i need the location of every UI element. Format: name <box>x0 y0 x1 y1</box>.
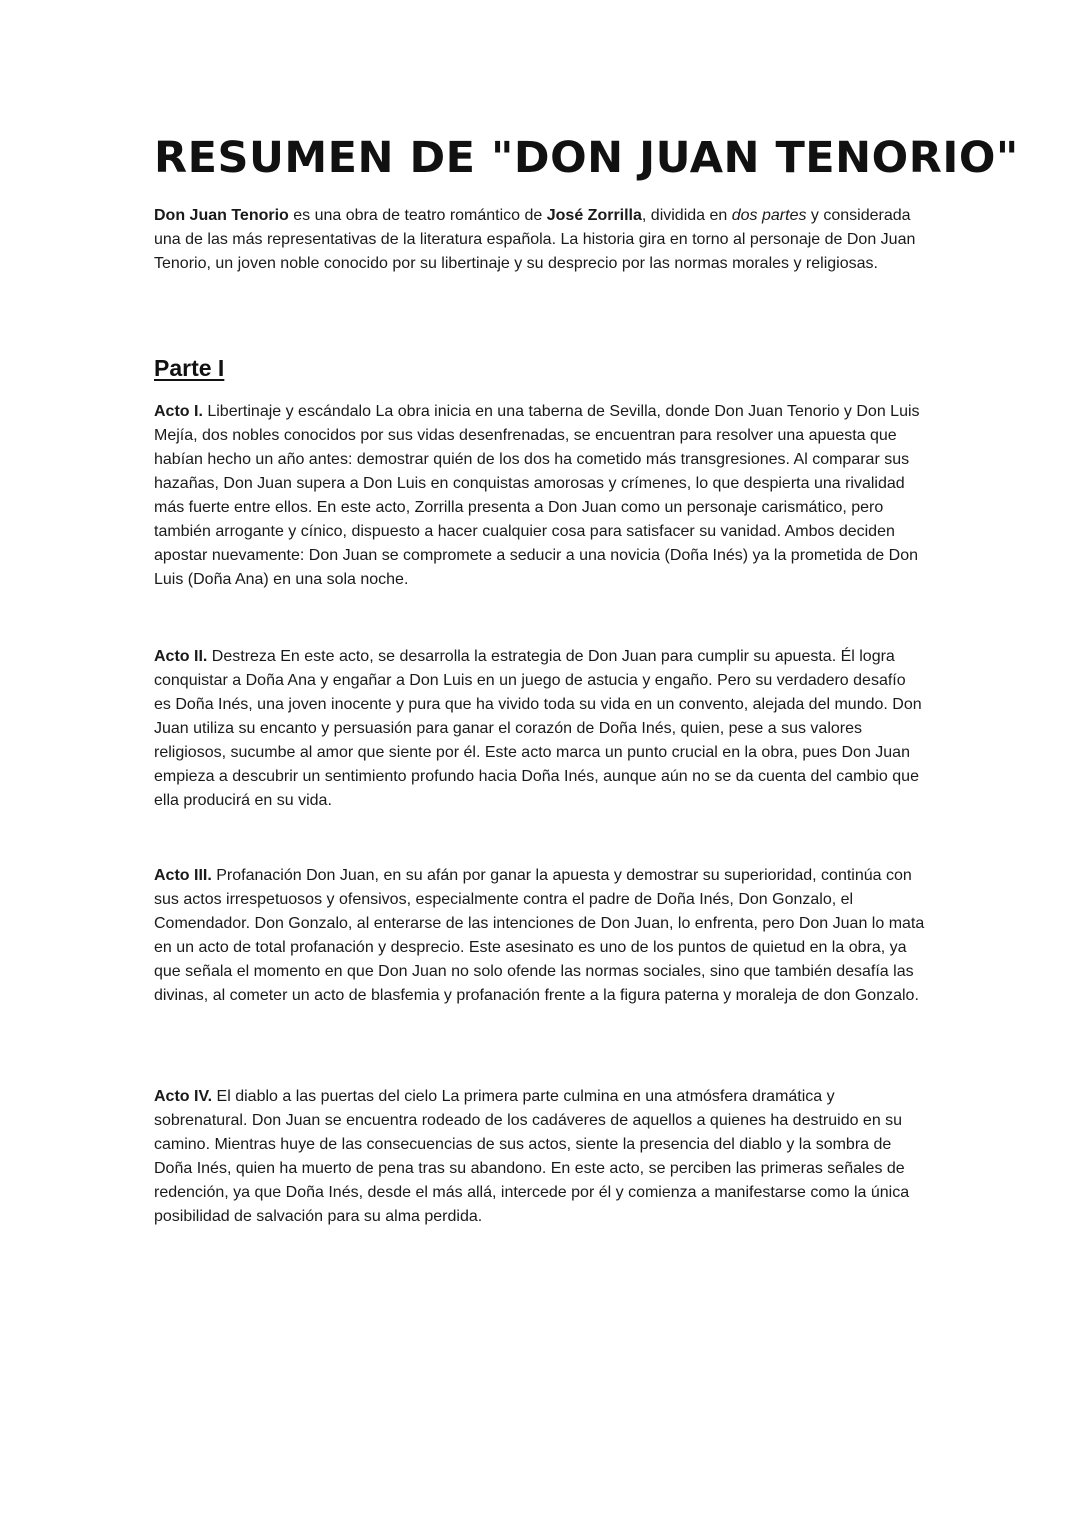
act-2-text: Destreza En este acto, se desarrolla la estrategia de Don Juan para cumplir su apuesta. Él logra conquistar a Doña Ana y engañar a Don Luis en un juego de astucia y engaño. Pero su verdadero desafío es Doña Inés, una joven inocente y pura que ha vivido toda su vida en un convento, alejada del mundo. Don Juan utiliza su encanto y persuasión para ganar el corazón de Doña Inés, quien, pese a sus valores religiosos, sucumbe al amor que siente por él. Este acto marca un punto crucial en la obra, pues Don Juan empieza a descubrir un sentimiento profundo hacia Doña Inés, aunque aún no se da cuenta del cambio que ella producirá en su vida. <box>154 648 922 809</box>
intro-text-3: y considerada una de las más representativas de la literatura española. La historia gira en torno al personaje de Don Juan Tenorio, un joven noble conocido por su libertinaje y su desprecio por las normas morales y religiosas. <box>154 207 916 272</box>
act-3-paragraph <box>154 864 926 1008</box>
act-3-label: Acto III. <box>154 867 212 884</box>
intro-bold-work-title: Don Juan Tenorio <box>154 207 289 224</box>
intro-bold-author: José Zorrilla <box>546 207 642 224</box>
document-title: RESUMEN DE "DON JUAN TENORIO" <box>154 133 1019 183</box>
act-2-paragraph <box>154 645 926 813</box>
intro-text-2: , dividida en <box>641 207 732 224</box>
act-1-label: Acto I. <box>154 403 203 420</box>
section-heading-parte-1: Parte I <box>154 355 225 381</box>
act-1-paragraph <box>154 400 926 592</box>
intro-paragraph <box>154 204 926 276</box>
intro-italic-parts: dos partes <box>731 207 807 224</box>
act-4-paragraph <box>154 1085 926 1229</box>
act-4-label: Acto IV. <box>154 1088 213 1105</box>
act-3-text: Profanación Don Juan, en su afán por ganar la apuesta y demostrar su superioridad, continúa con sus actos irrespetuosos y ofensivos, especialmente contra el padre de Doña Inés, Don Gonzalo, el Comendador. Don Gonzalo, al enterarse de las intenciones de Don Juan, lo enfrenta, pero Don Juan lo mata en un acto de total profanación y desprecio. Este asesinato es uno de los puntos de quietud en la obra, ya que señala el momento en que Don Juan no solo ofende las normas sociales, sino que también desafía las divinas, al cometer un acto de blasfemia y profanación frente a la figura paterna y moraleja de don Gonzalo. <box>154 867 925 1004</box>
act-4-text: El diablo a las puertas del cielo La primera parte culmina en una atmósfera dramática y sobrenatural. Don Juan se encuentra rodeado de los cadáveres de aquellos a quienes ha destruido en su camino. Mientras huye de las consecuencias de sus actos, siente la presencia del diablo y la sombra de Doña Inés, quien ha muerto de pena tras su abandono. En este acto, se perciben las primeras señales de redención, ya que Doña Inés, desde el más allá, intercede por él y comienza a manifestarse como la única posibilidad de salvación para su alma perdida. <box>154 1088 910 1225</box>
act-1-text: Libertinaje y escándalo La obra inicia en una taberna de Sevilla, donde Don Juan Tenorio y Don Luis Mejía, dos nobles conocidos por sus vidas desenfrenadas, se encuentran para resolver una apuesta que habían hecho un año antes: demostrar quién de los dos ha cometido más transgresiones. Al comparar sus hazañas, Don Juan supera a Don Luis en conquistas amorosas y crímenes, lo que despierta una rivalidad más fuerte entre ellos. En este acto, Zorrilla presenta a Don Juan como un personaje carismático, pero también arrogante y cínico, dispuesto a hacer cualquier cosa para satisfacer su vanidad. Ambos deciden apostar nuevamente: Don Juan se compromete a seducir a una novicia (Doña Inés) ya la prometida de Don Luis (Doña Ana) en una sola noche. <box>154 403 920 588</box>
act-2-label: Acto II. <box>154 648 208 665</box>
intro-text-1: es una obra de teatro romántico de <box>288 207 547 224</box>
